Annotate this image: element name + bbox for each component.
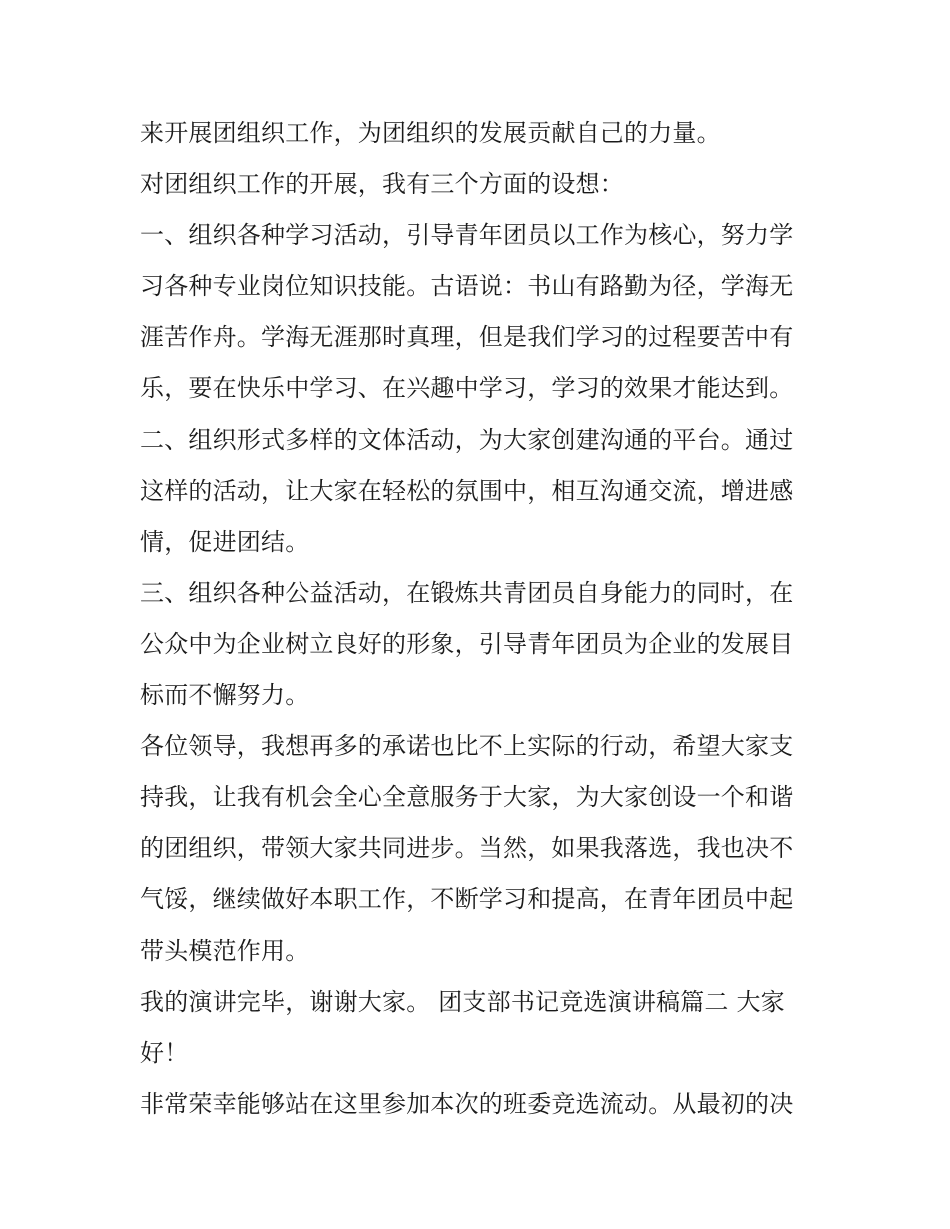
text-line: 乐，要在快乐中学习、在兴趣中学习，学习的效果才能达到。 — [140, 374, 794, 403]
text-line: 好！ — [140, 1038, 189, 1067]
text-line: 对团组织工作的开展，我有三个方面的设想： — [140, 170, 624, 199]
text-line: 的团组织，带领大家共同进步。当然，如果我落选，我也决不 — [140, 834, 794, 863]
text-line: 各位领导，我想再多的承诺也比不上实际的行动，希望大家支 — [140, 732, 794, 761]
text-line: 持我，让我有机会全心全意服务于大家，为大家创设一个和谐 — [140, 783, 794, 812]
text-line: 涯苦作舟。学海无涯那时真理，但是我们学习的过程要苦中有 — [140, 323, 794, 352]
text-line: 三、组织各种公益活动，在锻炼共青团员自身能力的同时，在 — [140, 578, 794, 607]
text-line: 习各种专业岗位知识技能。古语说：书山有路勤为径，学海无 — [140, 272, 794, 301]
text-line: 我的演讲完毕，谢谢大家。 团支部书记竞选演讲稿篇二 大家 — [140, 987, 785, 1016]
text-line: 非常荣幸能够站在这里参加本次的班委竞选流动。从最初的决 — [140, 1089, 794, 1118]
text-line: 公众中为企业树立良好的形象，引导青年团员为企业的发展目 — [140, 629, 794, 658]
text-line: 情，促进团结。 — [140, 527, 310, 556]
text-line: 带头模范作用。 — [140, 936, 310, 965]
document-body — [140, 108, 820, 1130]
text-line: 气馁，继续做好本职工作，不断学习和提高，在青年团员中起 — [140, 885, 794, 914]
text-line: 二、组织形式多样的文体活动，为大家创建沟通的平台。通过 — [140, 425, 794, 454]
text-line: 标而不懈努力。 — [140, 681, 310, 710]
text-line: 一、组织各种学习活动，引导青年团员以工作为核心，努力学 — [140, 221, 794, 250]
text-line: 来开展团组织工作，为团组织的发展贡献自己的力量。 — [140, 119, 721, 147]
text-line: 这样的活动，让大家在轻松的氛围中，相互沟通交流，增进感 — [140, 476, 794, 505]
